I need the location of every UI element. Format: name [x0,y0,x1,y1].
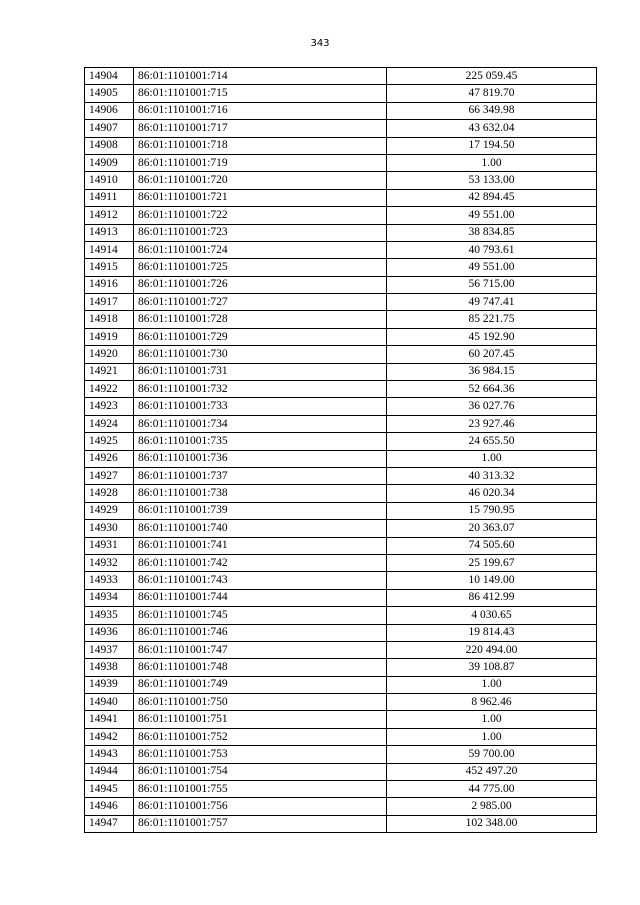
cadastral-number: 86:01:1101001:743 [134,572,387,589]
table-row [85,520,597,537]
cadastral-number: 86:01:1101001:720 [134,172,387,189]
cadastral-value: 2 985.00 [387,798,597,815]
table-row [85,294,597,311]
cadastral-number: 86:01:1101001:726 [134,276,387,293]
cadastral-value: 40 313.32 [387,467,597,484]
row-number: 14941 [85,711,134,728]
row-number: 14911 [85,189,134,206]
cadastral-number: 86:01:1101001:744 [134,589,387,606]
cadastral-number: 86:01:1101001:748 [134,659,387,676]
row-number: 14921 [85,363,134,380]
cadastral-value: 24 655.50 [387,433,597,450]
table-row [85,398,597,415]
table-row [85,85,597,102]
page-number: 343 [310,38,330,49]
row-number: 14913 [85,224,134,241]
cadastral-number: 86:01:1101001:727 [134,294,387,311]
table-row [85,381,597,398]
table-row [85,68,597,85]
cadastral-number: 86:01:1101001:736 [134,450,387,467]
cadastral-number: 86:01:1101001:746 [134,624,387,641]
row-number: 14932 [85,554,134,571]
table-row [85,537,597,554]
cadastral-value: 36 984.15 [387,363,597,380]
cadastral-value: 42 894.45 [387,189,597,206]
row-number: 14910 [85,172,134,189]
table-row [85,485,597,502]
cadastral-value: 49 551.00 [387,207,597,224]
row-number: 14945 [85,781,134,798]
table-row [85,346,597,363]
row-number: 14946 [85,798,134,815]
cadastral-value: 60 207.45 [387,346,597,363]
cadastral-number: 86:01:1101001:714 [134,68,387,85]
row-number: 14927 [85,467,134,484]
table-row [85,781,597,798]
table-row [85,259,597,276]
table-row [85,363,597,380]
cadastral-value: 4 030.65 [387,607,597,624]
table-row [85,694,597,711]
cadastral-number: 86:01:1101001:747 [134,641,387,658]
cadastral-value: 74 505.60 [387,537,597,554]
row-number: 14905 [85,85,134,102]
cadastral-number: 86:01:1101001:754 [134,763,387,780]
table-row [85,572,597,589]
cadastral-number: 86:01:1101001:741 [134,537,387,554]
cadastral-number: 86:01:1101001:722 [134,207,387,224]
cadastral-number: 86:01:1101001:737 [134,467,387,484]
cadastral-value: 1.00 [387,450,597,467]
cadastral-number: 86:01:1101001:729 [134,328,387,345]
cadastral-number: 86:01:1101001:750 [134,694,387,711]
table-row [85,746,597,763]
row-number: 14915 [85,259,134,276]
cadastral-value: 49 747.41 [387,294,597,311]
row-number: 14933 [85,572,134,589]
cadastral-number: 86:01:1101001:751 [134,711,387,728]
cadastral-number: 86:01:1101001:755 [134,781,387,798]
cadastral-value: 36 027.76 [387,398,597,415]
cadastral-number: 86:01:1101001:735 [134,433,387,450]
cadastral-value: 86 412.99 [387,589,597,606]
table-row [85,589,597,606]
table-row [85,711,597,728]
cadastral-number: 86:01:1101001:721 [134,189,387,206]
row-number: 14914 [85,241,134,258]
table-row [85,241,597,258]
row-number: 14907 [85,120,134,137]
row-number: 14928 [85,485,134,502]
cadastral-value: 1.00 [387,711,597,728]
cadastral-value: 66 349.98 [387,102,597,119]
row-number: 14926 [85,450,134,467]
cadastral-value: 85 221.75 [387,311,597,328]
row-number: 14919 [85,328,134,345]
cadastral-number: 86:01:1101001:756 [134,798,387,815]
table-row [85,624,597,641]
row-number: 14916 [85,276,134,293]
cadastral-value: 1.00 [387,676,597,693]
cadastral-value-table [84,67,597,833]
cadastral-number: 86:01:1101001:725 [134,259,387,276]
cadastral-number: 86:01:1101001:717 [134,120,387,137]
row-number: 14909 [85,154,134,171]
table-row [85,137,597,154]
cadastral-value: 59 700.00 [387,746,597,763]
row-number: 14938 [85,659,134,676]
cadastral-number: 86:01:1101001:752 [134,728,387,745]
cadastral-number: 86:01:1101001:718 [134,137,387,154]
table-row [85,554,597,571]
cadastral-number: 86:01:1101001:749 [134,676,387,693]
cadastral-value: 225 059.45 [387,68,597,85]
table-row [85,120,597,137]
table-row [85,641,597,658]
row-number: 14923 [85,398,134,415]
cadastral-value: 1.00 [387,728,597,745]
row-number: 14931 [85,537,134,554]
cadastral-value: 52 664.36 [387,381,597,398]
row-number: 14924 [85,415,134,432]
cadastral-number: 86:01:1101001:742 [134,554,387,571]
cadastral-number: 86:01:1101001:738 [134,485,387,502]
cadastral-value: 25 199.67 [387,554,597,571]
cadastral-value: 47 819.70 [387,85,597,102]
table-row [85,154,597,171]
row-number: 14940 [85,694,134,711]
cadastral-value: 15 790.95 [387,502,597,519]
cadastral-number: 86:01:1101001:716 [134,102,387,119]
table-row [85,659,597,676]
cadastral-value: 56 715.00 [387,276,597,293]
table-row [85,798,597,815]
cadastral-number: 86:01:1101001:730 [134,346,387,363]
table-row [85,815,597,832]
row-number: 14936 [85,624,134,641]
row-number: 14943 [85,746,134,763]
cadastral-number: 86:01:1101001:733 [134,398,387,415]
table-row [85,189,597,206]
table-row [85,172,597,189]
cadastral-value: 43 632.04 [387,120,597,137]
row-number: 14937 [85,641,134,658]
row-number: 14920 [85,346,134,363]
cadastral-value: 1.00 [387,154,597,171]
cadastral-number: 86:01:1101001:715 [134,85,387,102]
table-row [85,676,597,693]
cadastral-number: 86:01:1101001:731 [134,363,387,380]
row-number: 14908 [85,137,134,154]
cadastral-value: 10 149.00 [387,572,597,589]
row-number: 14942 [85,728,134,745]
cadastral-value: 23 927.46 [387,415,597,432]
row-number: 14917 [85,294,134,311]
table-row [85,328,597,345]
cadastral-number: 86:01:1101001:724 [134,241,387,258]
cadastral-value: 49 551.00 [387,259,597,276]
row-number: 14935 [85,607,134,624]
table-row [85,467,597,484]
cadastral-number: 86:01:1101001:728 [134,311,387,328]
row-number: 14925 [85,433,134,450]
row-number: 14929 [85,502,134,519]
table-row [85,276,597,293]
cadastral-number: 86:01:1101001:745 [134,607,387,624]
table-row [85,415,597,432]
table-row [85,102,597,119]
cadastral-value: 40 793.61 [387,241,597,258]
cadastral-number: 86:01:1101001:719 [134,154,387,171]
cadastral-value: 452 497.20 [387,763,597,780]
cadastral-value: 220 494.00 [387,641,597,658]
cadastral-value: 53 133.00 [387,172,597,189]
table-row [85,311,597,328]
cadastral-number: 86:01:1101001:753 [134,746,387,763]
table-row [85,728,597,745]
cadastral-value: 102 348.00 [387,815,597,832]
cadastral-value: 17 194.50 [387,137,597,154]
table-row [85,607,597,624]
cadastral-number: 86:01:1101001:732 [134,381,387,398]
cadastral-value: 20 363.07 [387,520,597,537]
cadastral-number: 86:01:1101001:757 [134,815,387,832]
row-number: 14934 [85,589,134,606]
row-number: 14947 [85,815,134,832]
table-row [85,502,597,519]
cadastral-value: 38 834.85 [387,224,597,241]
table-row [85,763,597,780]
table-row [85,450,597,467]
cadastral-value: 19 814.43 [387,624,597,641]
table-body [85,68,597,833]
row-number: 14906 [85,102,134,119]
cadastral-value: 46 020.34 [387,485,597,502]
table-row [85,224,597,241]
cadastral-number: 86:01:1101001:734 [134,415,387,432]
cadastral-number: 86:01:1101001:739 [134,502,387,519]
row-number: 14918 [85,311,134,328]
cadastral-value: 44 775.00 [387,781,597,798]
cadastral-number: 86:01:1101001:740 [134,520,387,537]
row-number: 14944 [85,763,134,780]
row-number: 14939 [85,676,134,693]
cadastral-value: 45 192.90 [387,328,597,345]
cadastral-value: 8 962.46 [387,694,597,711]
cadastral-value: 39 108.87 [387,659,597,676]
cadastral-number: 86:01:1101001:723 [134,224,387,241]
row-number: 14922 [85,381,134,398]
row-number: 14930 [85,520,134,537]
table-row [85,207,597,224]
row-number: 14912 [85,207,134,224]
row-number: 14904 [85,68,134,85]
table-row [85,433,597,450]
